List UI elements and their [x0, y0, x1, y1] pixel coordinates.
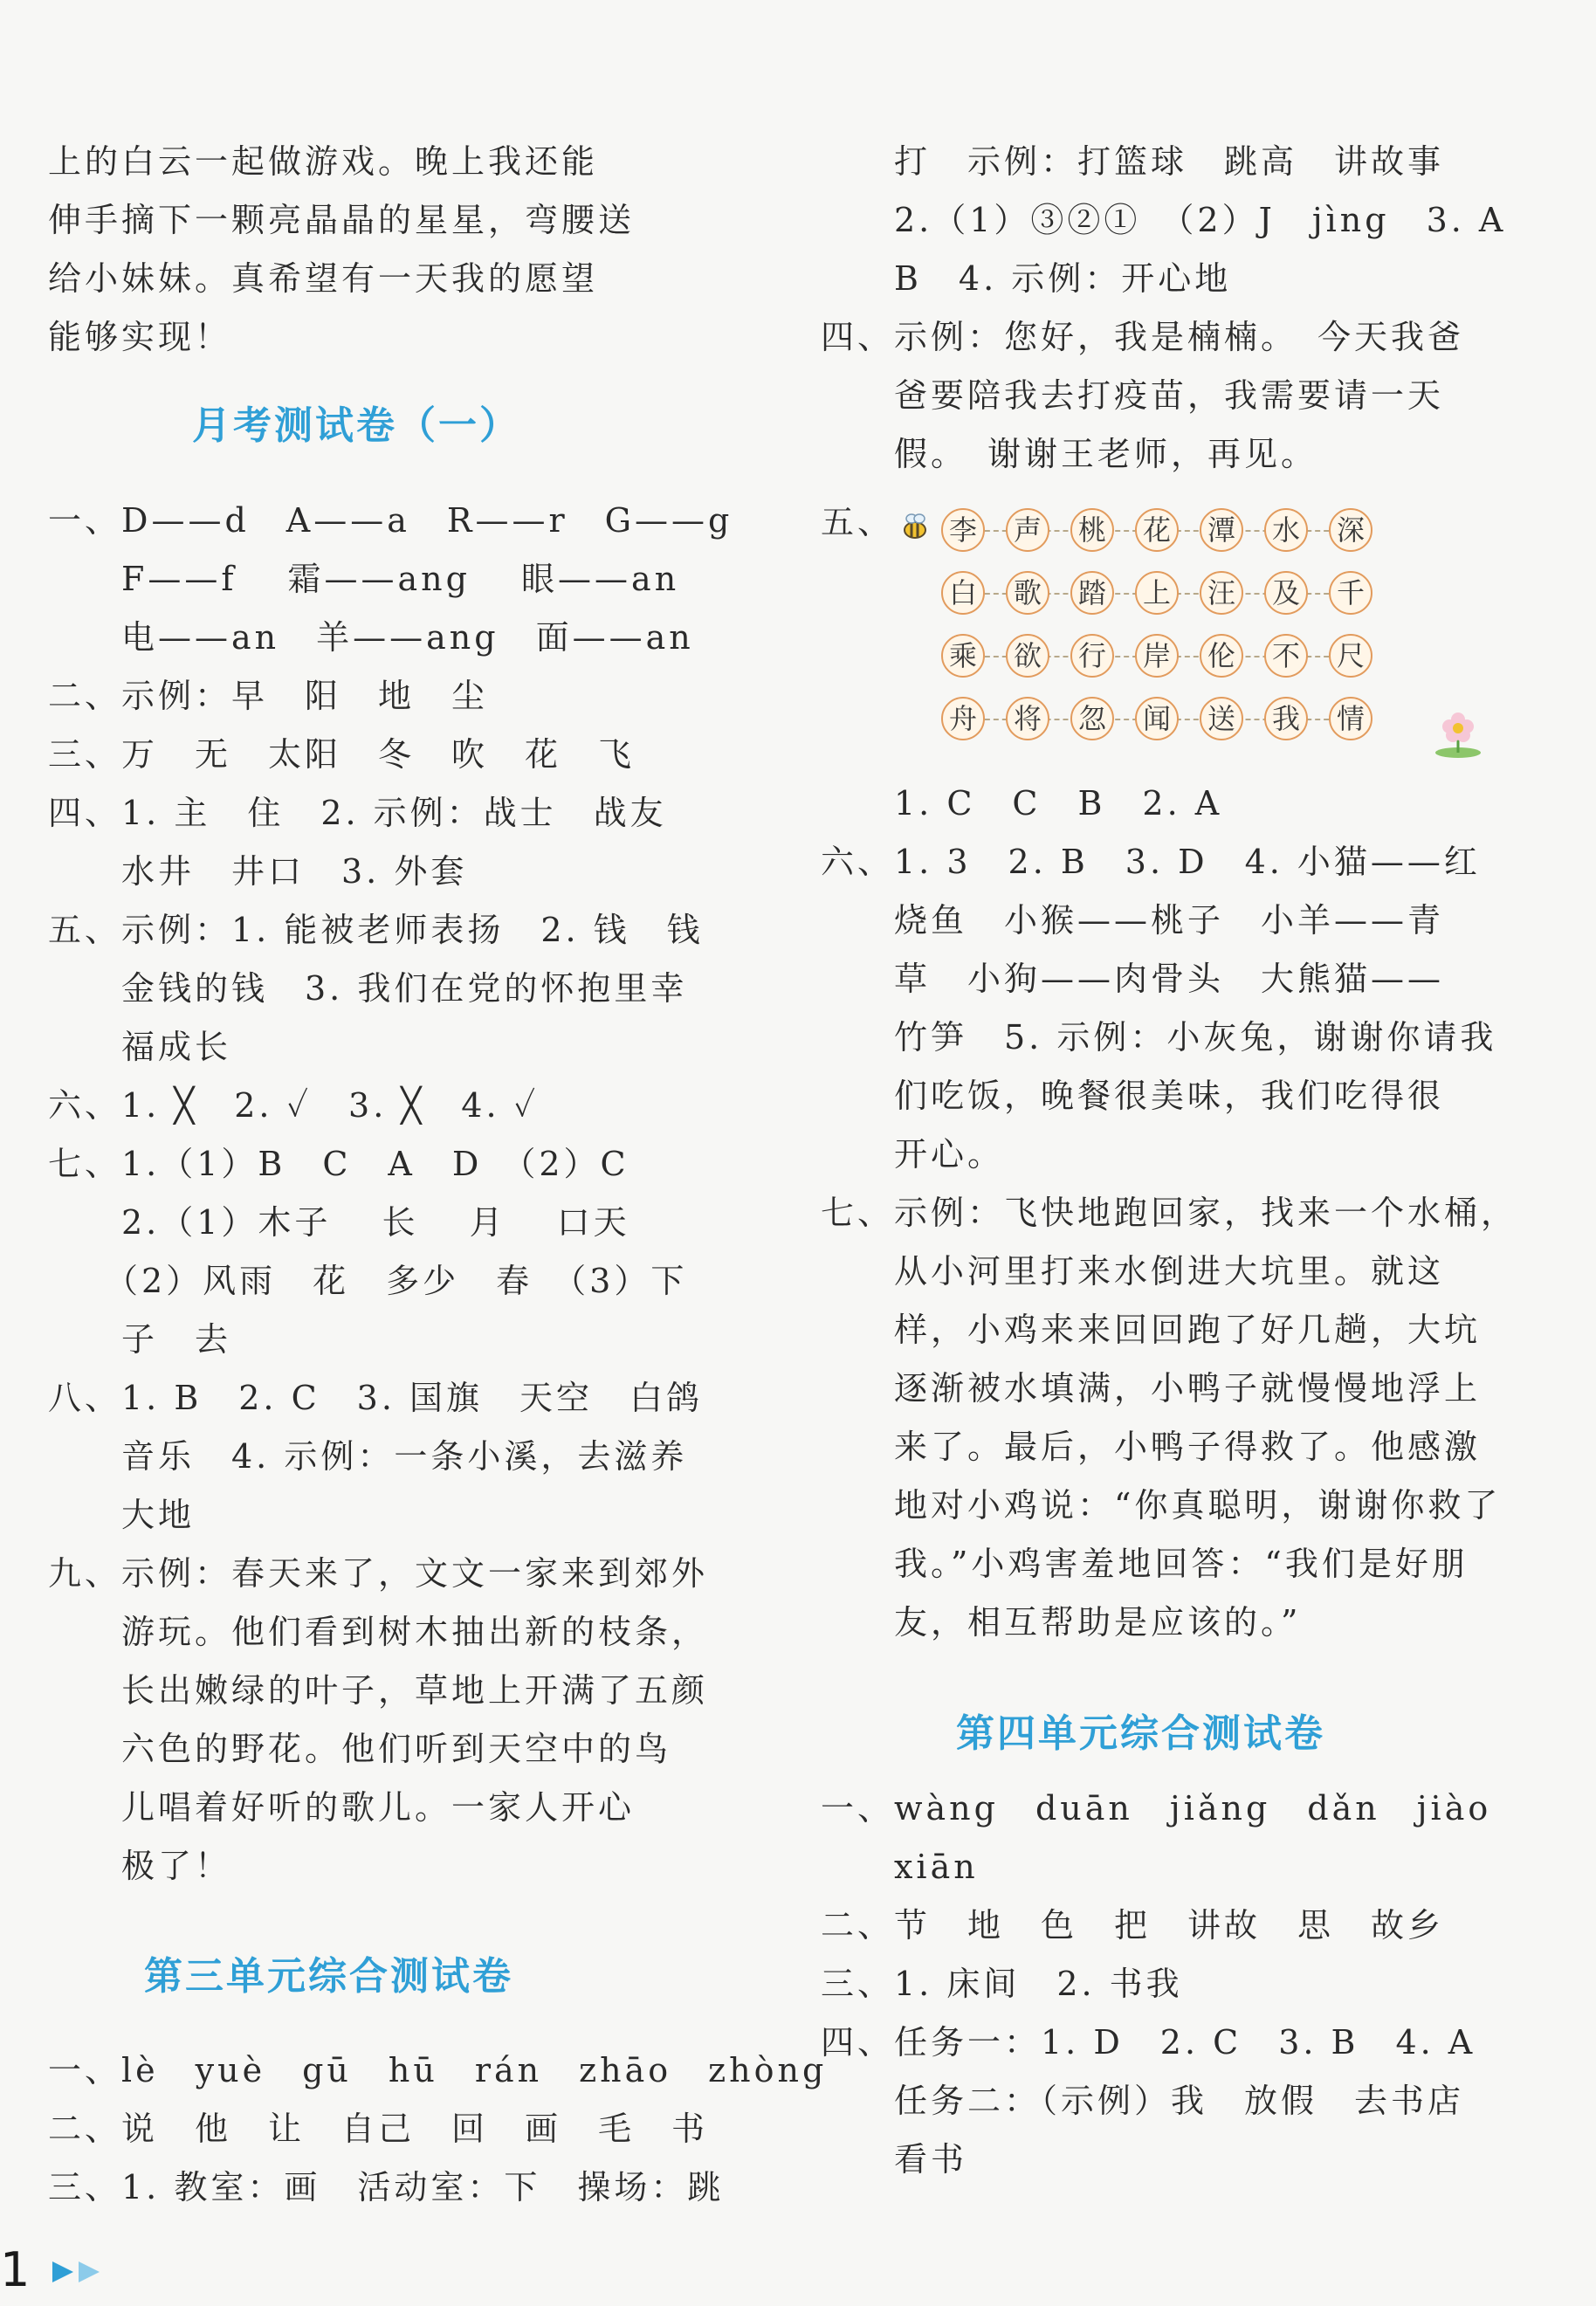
flower-icon	[1432, 707, 1484, 760]
text-line: 四、示例：您好，我是楠楠。 今天我爸	[821, 318, 1465, 356]
bee-icon	[898, 511, 931, 544]
word-grid-row	[941, 634, 1372, 679]
word-grid-cell: 桃	[1070, 508, 1114, 552]
page-number: 1	[0, 2242, 31, 2297]
text-line: 游玩。他们看到树木抽出新的枝条，	[48, 1613, 709, 1651]
word-grid-row	[941, 508, 1372, 554]
word-grid-cell: 行	[1070, 634, 1114, 678]
text-line: 假。 谢谢王老师，再见。	[821, 435, 1318, 473]
text-line: 烧鱼 小猴——桃子 小羊——青	[821, 901, 1445, 940]
text-line: 长出嫩绿的叶子，草地上开满了五颜	[48, 1671, 709, 1710]
word-grid-cell: 不	[1264, 634, 1308, 678]
word-grid	[941, 508, 1430, 763]
word-grid-cell: 送	[1200, 697, 1243, 740]
word-grid-cell: 汪	[1200, 571, 1243, 615]
text-line: 子 去	[48, 1320, 232, 1359]
text-line: 水井 井口 3. 外套	[48, 852, 468, 891]
text-line: 大地	[48, 1496, 196, 1534]
text-line: 2.（1）木子 长 月 口天	[48, 1203, 630, 1242]
text-line: 1. C C B 2. A	[821, 784, 1223, 823]
text-line: 七、1.（1）B C A D （2）C	[48, 1145, 629, 1183]
word-grid-cell: 伦	[1200, 634, 1243, 678]
word-grid-cell: 潭	[1200, 508, 1243, 552]
text-line: 三、1. 床间 2. 书我	[821, 1965, 1183, 2003]
word-grid-cell: 白	[941, 571, 985, 615]
text-line: 逐渐被水填满，小鸭子就慢慢地浮上	[821, 1369, 1482, 1408]
word-grid-cell: 声	[1006, 508, 1049, 552]
text-line: 友，相互帮助是应该的。”	[821, 1603, 1302, 1642]
section-title-monthly-test: 月考测试卷（一）	[192, 403, 520, 448]
word-grid-cell: 踏	[1070, 571, 1114, 615]
text-line: 金钱的钱 3. 我们在党的怀抱里幸	[48, 969, 688, 1008]
text-line: 一、wàng duān jiǎng dǎn jiào	[821, 1789, 1492, 1828]
text-line: 五、示例：1. 能被老师表扬 2. 钱 钱	[48, 911, 704, 949]
text-line: 地对小鸡说：“你真聪明，谢谢你救了	[821, 1486, 1502, 1525]
text-line: 四、任务一：1. D 2. C 3. B 4. A	[821, 2023, 1476, 2062]
word-grid-cell: 欲	[1006, 634, 1049, 678]
text-line: 六、1. ╳ 2. ✓ 3. ╳ 4. ✓	[48, 1086, 540, 1125]
text-line: 音乐 4. 示例：一条小溪，去滋养	[48, 1437, 688, 1476]
text-line: 们吃饭，晚餐很美味，我们吃得很	[821, 1077, 1445, 1115]
word-grid-cell: 深	[1329, 508, 1372, 552]
text-line: 我。”小鸡害羞地回答：“我们是好朋	[821, 1545, 1469, 1583]
text-line: 任务二：（示例）我 放假 去书店	[821, 2082, 1465, 2120]
word-grid-cell: 花	[1135, 508, 1179, 552]
text-line: 电——an 羊——ang 面——an	[48, 618, 694, 657]
text-line: 能够实现！	[48, 318, 232, 356]
text-line: xiān	[821, 1848, 979, 1886]
text-line: 爸要陪我去打疫苗，我需要请一天	[821, 376, 1445, 415]
word-grid-row	[941, 571, 1372, 616]
text-line: 六色的野花。他们听到天空中的鸟	[48, 1730, 672, 1768]
text-line: 竹笋 5. 示例：小灰兔，谢谢你请我	[821, 1018, 1497, 1057]
section-title-unit4: 第四单元综合测试卷	[956, 1711, 1325, 1756]
text-line: （2）风雨 花 多少 春 （3）下	[48, 1262, 688, 1300]
word-grid-cell: 闻	[1135, 697, 1179, 740]
word-grid-cell: 水	[1264, 508, 1308, 552]
text-line: 六、1. 3 2. B 3. D 4. 小猫——红	[821, 843, 1481, 881]
word-grid-cell: 忽	[1070, 697, 1114, 740]
text-line: 开心。	[821, 1135, 1005, 1174]
text-line: 儿唱着好听的歌儿。一家人开心	[48, 1788, 636, 1827]
word-grid-cell: 乘	[941, 634, 985, 678]
word-grid-cell: 岸	[1135, 634, 1179, 678]
word-grid-cell: 上	[1135, 571, 1179, 615]
text-line: 九、示例：春天来了，文文一家来到郊外	[48, 1554, 709, 1593]
text-line: 八、1. B 2. C 3. 国旗 天空 白鸽	[48, 1379, 704, 1417]
text-line: 二、说 他 让 自己 回 画 毛 书	[48, 2110, 709, 2148]
text-line: 一、D——d A——a R——r G——g	[48, 501, 733, 540]
text-line: B 4. 示例：开心地	[821, 259, 1232, 298]
word-grid-cell: 将	[1006, 697, 1049, 740]
word-grid-row	[941, 697, 1372, 742]
word-grid-cell: 舟	[941, 697, 985, 740]
text-line: F——f 霜——ang 眼——an	[48, 560, 680, 598]
text-line: 三、1. 教室：画 活动室：下 操场：跳	[48, 2168, 725, 2206]
text-line: 看书	[821, 2140, 968, 2179]
text-line: 伸手摘下一颗亮晶晶的星星，弯腰送	[48, 201, 636, 239]
text-line: 2.（1）③②① （2）J jìng 3. A	[821, 201, 1507, 239]
text-line: 四、1. 主 住 2. 示例：战士 战友	[48, 794, 667, 832]
text-line: 五、	[821, 503, 895, 541]
text-line: 极了！	[48, 1847, 232, 1885]
text-line: 打 示例：打篮球 跳高 讲故事	[821, 142, 1445, 181]
word-grid-cell: 千	[1329, 571, 1372, 615]
text-line: 上的白云一起做游戏。晚上我还能	[48, 142, 599, 181]
word-grid-cell: 李	[941, 508, 985, 552]
word-grid-cell: 我	[1264, 697, 1308, 740]
text-line: 二、节 地 色 把 讲故 思 故乡	[821, 1906, 1445, 1945]
word-grid-cell: 歌	[1006, 571, 1049, 615]
text-line: 样，小鸡来来回回跑了好几趟，大坑	[821, 1311, 1482, 1349]
word-grid-cell: 尺	[1329, 634, 1372, 678]
text-line: 七、示例：飞快地跑回家，找来一个水桶，	[821, 1194, 1518, 1232]
arrows-icon	[51, 2260, 105, 2284]
text-line: 福成长	[48, 1028, 232, 1066]
text-line: 草 小狗——肉骨头 大熊猫——	[821, 960, 1445, 998]
text-line: 给小妹妹。真希望有一天我的愿望	[48, 259, 599, 298]
word-grid-cell: 及	[1264, 571, 1308, 615]
text-line: 来了。最后，小鸭子得救了。他感激	[821, 1428, 1482, 1466]
text-line: 从小河里打来水倒进大坑里。就这	[821, 1252, 1445, 1291]
text-line: 三、万 无 太阳 冬 吹 花 飞	[48, 735, 636, 774]
text-line: 一、lè yuè gū hū rán zhāo zhòng	[48, 2051, 828, 2089]
word-grid-cell: 情	[1329, 697, 1372, 740]
section-title-unit3: 第三单元综合测试卷	[144, 1954, 513, 1999]
text-line: 二、示例：早 阳 地 尘	[48, 677, 489, 715]
